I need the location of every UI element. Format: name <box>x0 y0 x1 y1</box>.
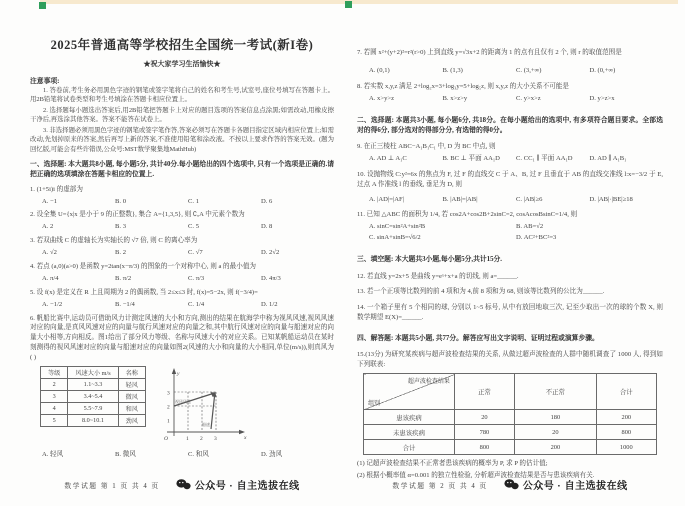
y-tick-1: 1 <box>167 418 170 425</box>
table-cell: 和风 <box>118 403 145 415</box>
page-2-footer <box>357 477 663 492</box>
question-4-stem: 4. 若点 (a,0)(a>0) 是函数 y=2tan(x−π/3) 的图象的一个对称中心, 则 a 的最小值为 <box>30 263 257 270</box>
table-cell: 800 <box>454 440 514 455</box>
x-tick-3: 3 <box>214 436 217 443</box>
table-cell: 800 <box>596 425 656 440</box>
wind-scale-table <box>40 366 146 427</box>
table-row <box>41 403 146 415</box>
x-tick-2: 2 <box>200 436 203 443</box>
table-cell: 180 <box>515 410 597 425</box>
option-c: C. √7 <box>188 249 203 257</box>
table-cell: 20 <box>515 425 597 440</box>
question-15-stem: 15.(13分) 为研究某疾病与超声波检查结果的关系, 从做过超声波检查的人群中随机调查了 1000 人, 得到如下列联表: <box>357 351 663 369</box>
table-header-row <box>364 374 657 410</box>
section-3-header: 三、填空题: 本大题共3小题,每小题5分,共计15分. <box>357 256 502 264</box>
option-d: D. 6 <box>261 197 273 205</box>
question-10 <box>357 170 663 205</box>
option-b: B. 微风 <box>115 451 136 459</box>
origin-label: O <box>164 436 168 443</box>
diagonal-bottom-label: 组别 <box>368 401 381 408</box>
option-b: B. π/2 <box>115 274 132 282</box>
question-2-stem: 2. 设全集 U={x|x 是小于 9 的正整数}, 集合 A={1,3,5}, 则 ∁ᵤA 中元素个数为 <box>30 211 245 219</box>
option-a: A. −1 <box>42 197 58 205</box>
table-cell: 5 <box>41 415 68 427</box>
table-cell: 5.5~7.9 <box>68 403 118 415</box>
option-b: B. BC ⊥ 平面 AA₁D <box>442 154 500 162</box>
option-d: D. 4π/3 <box>261 274 281 282</box>
table-cell: 3.4~5.4 <box>68 391 118 403</box>
question-1-options <box>30 197 334 207</box>
question-7 <box>357 48 663 76</box>
option-c: C. sinA+sinB=√6/2 <box>369 233 421 241</box>
option-a: A. sinC=sin²A+sin²B <box>369 223 426 231</box>
option-a: A. −1/2 <box>42 300 63 308</box>
table-cell: 200 <box>596 410 656 425</box>
option-d: D. 劲风 <box>261 451 283 459</box>
table-cell: 微风 <box>118 391 145 403</box>
page-number: 数学试题 第 1 页 共 4 页 <box>64 482 160 490</box>
x-axis-label: x <box>244 435 247 442</box>
option-b: B. |AB|=|AB| <box>442 195 478 203</box>
question-11-stem: 11. 已知 △ABC 的面积为 1/4, 若 cos2A+cos2B+2sinC=2, cosAcosBsinC=1/4, 则 <box>357 211 578 219</box>
diagonal-header-cell <box>364 374 455 410</box>
question-6-options <box>30 450 334 460</box>
question-8 <box>357 82 663 104</box>
exam-title: 2025年普通高等学校招生全国统一考试(新I卷) <box>50 38 314 52</box>
question-5 <box>30 288 334 310</box>
option-b: B. AB=√2 <box>516 223 544 231</box>
question-5-stem: 5. 设 f(x) 是定义在 R 上且周期为 2 的偶函数, 当 2≤x≤3 时, f(x)=5−2x, 则 f(−3/4)= <box>30 288 258 296</box>
row-header: 患该疾病 <box>364 410 455 425</box>
option-d: D. 8 <box>261 223 273 231</box>
option-c: C. 1 <box>188 197 199 205</box>
row-header: 未患该疾病 <box>364 425 455 440</box>
question-14: 14. 一个箱子里有 5 个相同的球, 分别以 1~5 标号, 从中有放回地取三次, 记至少取出一次的球的个数 X, 则数学期望 E(X)=______. <box>357 304 663 322</box>
col-header: 合计 <box>596 374 656 410</box>
col-header: 名称 <box>118 367 145 379</box>
registration-mark-page2 <box>345 1 352 8</box>
row-header: 合计 <box>364 440 455 455</box>
option-b: B. 2 <box>115 249 126 257</box>
section-2-header: 二、选择题: 本题共3小题, 每小题6分, 共18分。在每小题给出的选项中, 有多项符合题目要求。全部选对的得6分, 部分选对的得部分分, 有选错的得0分。 <box>357 116 663 134</box>
option-c: C. 5 <box>188 223 199 231</box>
question-6 <box>30 314 334 460</box>
table-row <box>364 425 657 440</box>
table-cell: 4 <box>41 403 68 415</box>
wind-vector-chart <box>158 366 250 448</box>
option-d: D. 2√2 <box>261 249 280 257</box>
table-cell: 780 <box>454 425 514 440</box>
brand-logo-text: 公众号 · 自主选拔在线 <box>194 481 300 492</box>
option-a: A. √2 <box>42 249 57 257</box>
brand-logo <box>504 477 628 492</box>
table-cell: 20 <box>454 410 514 425</box>
section-1-header: 一、选择题: 本大题共8小题, 每小题5分, 共计40分.每小题给出的四个选项中, 只有一个选项是正确的.请把正确的选项填涂在答题卡相应的位置上. <box>30 161 334 179</box>
option-b: B. (1,3) <box>442 66 463 74</box>
option-c: C. 和风 <box>188 451 209 459</box>
table-cell: 200 <box>515 440 597 455</box>
question-10-stem: 10. 设抛物线 C:y²=6x 的焦点为 F, 过 F 的直线交 C 于 A、B, 过 F 且垂直于 AB 的直线交准线 l:x=−3/2 于 E, 过点 A 作准线 l 的垂线, 垂足为 D, 则 <box>357 170 663 188</box>
y-tick-2: 2 <box>167 404 170 411</box>
question-12: 12. 若直线 y=2x+5 是曲线 y=eˣ+x+a 的切线, 则 a=______. <box>357 272 519 280</box>
option-a: A. 轻风 <box>42 451 64 459</box>
diagonal-top-label: 超声波检查结果 <box>407 379 450 386</box>
section-4-header: 四、解答题: 本题共5小题, 共77分。解答应写出文字说明、证明过程或演算步骤。 <box>357 335 599 343</box>
option-c: C. y>x>z <box>516 94 541 102</box>
question-10-options <box>357 195 663 205</box>
question-3-options <box>30 248 334 258</box>
option-d: D. 1/2 <box>261 300 278 308</box>
option-a: A. AD ⊥ A₁C <box>369 154 407 162</box>
option-a: A. (0,1) <box>369 66 390 74</box>
question-15 <box>357 350 663 481</box>
notice-item-1: 1. 答卷前,考生务必用黑色字迹的钢笔或签字笔将自己的姓名和考生号,试室号,座位号填写在答题卡上。用2B铅笔将试卷类型和考生号填涂在答题卡相应位置上。 <box>30 87 334 104</box>
table-row <box>41 415 146 427</box>
option-b: B. −1/4 <box>115 300 135 308</box>
vector1-label: 视风风速 <box>175 399 191 405</box>
question-1-stem: 1. (1+5i)i 的虚部为 <box>30 185 83 193</box>
table-row <box>41 391 146 403</box>
y-axis-label: y <box>177 371 180 378</box>
table-cell: 3 <box>41 391 68 403</box>
option-d: D. AC²+BC²=3 <box>516 233 557 241</box>
page-1-footer <box>30 477 334 492</box>
option-b: B. x>z>y <box>442 94 468 102</box>
option-b: B. 3 <box>115 223 126 231</box>
col-header: 风速大小 m/s <box>68 367 118 379</box>
question-9-options <box>357 154 663 164</box>
table-header-row <box>41 367 146 379</box>
question-8-stem: 8. 若实数 x,y,z 满足 2+log₂x=3+log₃y=5+log₅z, 则 x,y,z 的大小关系不可能是 <box>357 82 569 90</box>
question-4-options <box>30 274 334 284</box>
col-header: 不正常 <box>515 374 597 410</box>
table-row <box>364 410 657 425</box>
logo-bubbles-icon <box>504 479 519 490</box>
question-5-options <box>30 300 334 310</box>
exam-page-2 <box>357 0 663 506</box>
option-d: D. y>z>x <box>589 94 615 102</box>
y-tick-3: 3 <box>167 390 170 397</box>
option-a: A. 2 <box>42 223 54 231</box>
contingency-table <box>363 373 657 455</box>
table-row <box>364 440 657 455</box>
page-number: 数学试题 第 2 页 共 4 页 <box>392 482 488 490</box>
table-cell: 8.0~10.1 <box>68 415 118 427</box>
option-a: A. |AD|=|AF| <box>369 195 405 203</box>
table-row <box>41 379 146 391</box>
table-cell: 劲风 <box>118 415 145 427</box>
question-9-stem: 9. 在正三棱柱 ABC−A₁B₁C₁ 中, D 为 BC 中点, 则 <box>357 142 496 150</box>
option-d: D. AD ∥ A₁B₁ <box>589 154 627 162</box>
option-c: C. |AB|≥6 <box>516 195 543 203</box>
option-d: D. |AB|·|BE|≥18 <box>589 195 633 203</box>
table-cell: 1.1~3.3 <box>68 379 118 391</box>
vector2-label: 船速 <box>202 422 210 428</box>
option-c: C. 1/4 <box>188 300 205 308</box>
exam-subtitle: ★祝大家学习生活愉快★ <box>143 60 221 68</box>
x-tick-1: 1 <box>186 436 189 443</box>
question-15-part-2: (2) 根据小概率值 α=0.001 的独立性检验, 分析超声波检查结果是否与患该疾病有关. <box>357 471 595 479</box>
question-11-options <box>357 222 663 243</box>
brand-logo <box>176 477 300 492</box>
question-1 <box>30 185 334 207</box>
notice-item-3: 3. 非选择题必须用黑色字迹的钢笔或签字笔作答,答案必须写在答题卡各题目指定区域内相应位置上;如需改动,先划掉原来的答案,然后再写上新的答案,不准使用铅笔和涂改液。不按以上要求作答的答案无效。(题为回忆版,可能会有些许错误,公众号:MST数学聚集地MathHub) <box>30 126 334 153</box>
option-a: A. x>y>z <box>369 94 395 102</box>
option-c: C. CC₁ ∥ 平面 AA₁D <box>516 154 573 162</box>
option-c: C. (3,+∞) <box>516 66 542 74</box>
question-11 <box>357 210 663 243</box>
question-4 <box>30 262 334 284</box>
question-8-options <box>357 94 663 104</box>
question-3 <box>30 236 334 258</box>
question-2-options <box>30 222 334 232</box>
option-d: D. (0,+∞) <box>589 66 616 74</box>
col-header: 等级 <box>41 367 68 379</box>
question-15-part-1: (1) 记超声波检查结果不正常者患该疾病的概率为 P, 求 P 的估计值; <box>357 460 548 468</box>
option-c: C. π/3 <box>188 274 205 282</box>
question-6-figure-band <box>30 366 334 448</box>
notice-item-2: 2. 选择题每小题选出答案后,用2B铅笔把答题卡上对应的题目选项的答案信息点涂黑;如需改动,用橡皮擦干净后,再选涂其他答案。答案不能答在试卷上。 <box>30 106 334 124</box>
question-2 <box>30 210 334 232</box>
question-9 <box>357 142 663 164</box>
table-cell: 1000 <box>596 440 656 455</box>
table-cell: 2 <box>41 379 68 391</box>
logo-bubbles-icon <box>176 479 191 490</box>
notice-heading: 注意事项: <box>30 78 60 85</box>
question-3-stem: 3. 若双曲线 C 的虚轴长为实轴长的 √7 倍, 则 C 的离心率为 <box>30 237 198 245</box>
question-13: 13. 若一个正项等比数列的前 4 项和为 4,前 8 项和为 68, 则该等比数列的公比为______. <box>357 288 605 296</box>
exam-page-1 <box>30 0 334 506</box>
brand-logo-text: 公众号 · 自主选拔在线 <box>522 481 628 492</box>
col-header: 正常 <box>454 374 514 410</box>
option-b: B. 0 <box>115 197 126 205</box>
table-cell: 轻风 <box>118 379 145 391</box>
option-a: A. π/4 <box>42 274 59 282</box>
question-7-stem: 7. 若圆 x²+(y+2)²=r²(r>0) 上到直线 y=√3x+2 的距离为 1 的点有且仅有 2 个, 则 r 的取值范围是 <box>357 49 622 56</box>
question-6-stem: 6. 帆船比赛中,运动员可借助风力计测定风速的大小和方向,测出的结果在航海学中称为视风风速,视风风速对应的向量,是真风风速对应的向量与航行风速对应的向量之和,其中航行风速对应的向量与船速对应的向量大小相等,方向相反。图1给出了部分风力等级、名称与风速大小的对应关系。已知某帆船运动员在某时刻测得的视风风速对应的向量与船速对应的向量如图2(风速的大小和向量的大小相同,单位(m/s)),则真风为( ) <box>30 314 334 362</box>
question-7-options <box>357 66 663 76</box>
